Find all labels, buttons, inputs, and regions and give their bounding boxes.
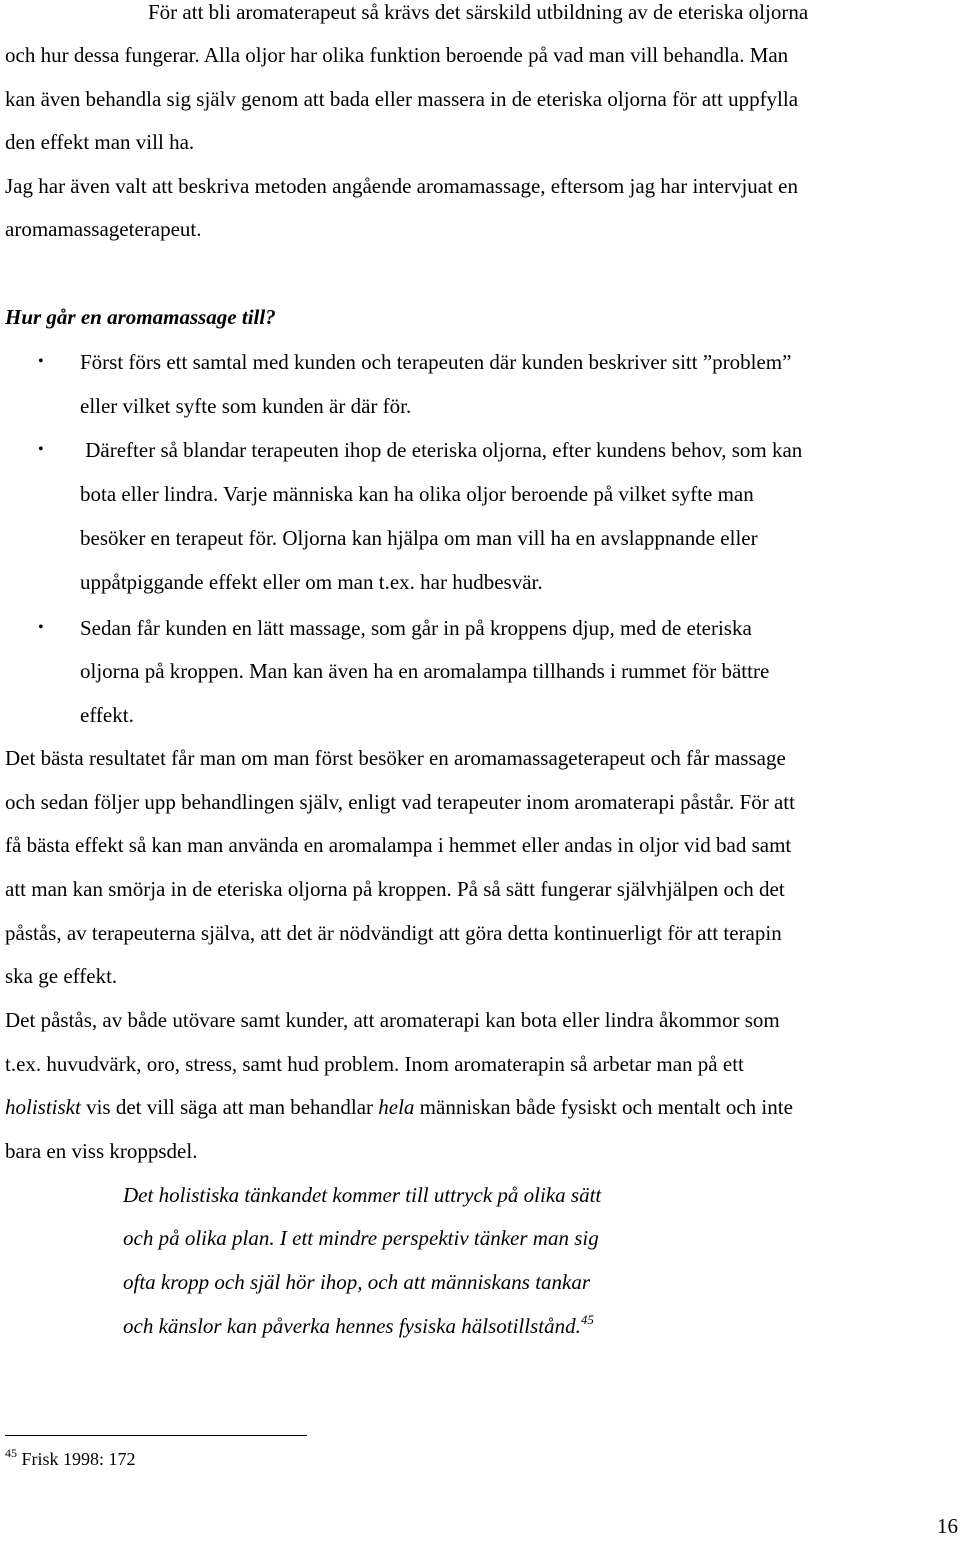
text-line: påstås, av terapeuterna själva, att det är nödvändigt att göra detta kontinuerligt för att terapin	[5, 921, 782, 945]
text-line: oljorna på kroppen. Man kan även ha en aromalampa tillhands i rummet för bättre	[80, 659, 770, 683]
text-span: vis det vill säga att man behandlar	[80, 1095, 379, 1119]
footnote-reference[interactable]: 45	[580, 1312, 594, 1327]
text-line: bara en viss kroppsdel.	[5, 1139, 198, 1163]
text-line: kan även behandla sig själv genom att bada eller massera in de eteriska oljorna för att uppfylla	[5, 87, 799, 111]
text-line: Därefter så blandar terapeuten ihop de eteriska oljorna, efter kundens behov, som kan	[80, 438, 803, 462]
text-line: Jag har även valt att beskriva metoden angående aromamassage, eftersom jag har intervjuat en	[5, 174, 799, 198]
quote-line	[123, 1304, 594, 1348]
text-line: Det bästa resultatet får man om man först besöker en aromamassageterapeut och får massage	[5, 746, 786, 770]
bullet-icon: •	[38, 441, 44, 458]
text-line: effekt.	[80, 703, 134, 727]
emphasis-holistic: holistiskt	[5, 1095, 81, 1119]
text-line: Det påstås, av både utövare samt kunder, att aromaterapi kan bota eller lindra åkommor som	[5, 1008, 780, 1032]
page-number: 16	[937, 1514, 958, 1538]
text-line: och hur dessa fungerar. Alla oljor har olika funktion beroende på vad man vill behandla. Man	[5, 43, 789, 67]
text-line: uppåtpiggande effekt eller om man t.ex. har hudbesvär.	[80, 570, 543, 594]
quote-line: och på olika plan. I ett mindre perspektiv tänker man sig	[123, 1226, 599, 1250]
footnote-divider	[5, 1435, 307, 1436]
text-line: få bästa effekt så kan man använda en aromalampa i hemmet eller andas in oljor vid bad samt	[5, 833, 792, 857]
text-line: bota eller lindra. Varje människa kan ha olika oljor beroende på vilket syfte man	[80, 482, 754, 506]
text-span: människan både fysiskt och mentalt och inte	[414, 1095, 793, 1119]
quote-text: och känslor kan påverka hennes fysiska hälsotillstånd.	[123, 1314, 581, 1338]
text-line: Sedan får kunden en lätt massage, som går in på kroppens djup, med de eteriska	[80, 616, 752, 640]
section-heading: Hur går en aromamassage till?	[5, 305, 276, 329]
bullet-icon: •	[38, 619, 44, 636]
text-line: För att bli aromaterapeut så krävs det särskild utbildning av de eteriska oljorna	[148, 0, 809, 24]
text-line: och sedan följer upp behandlingen själv, enligt vad terapeuter inom aromaterapi påstår. För att	[5, 790, 795, 814]
footnote-number: 45	[5, 1446, 17, 1460]
text-line: besöker en terapeut för. Oljorna kan hjälpa om man vill ha en avslappnande eller	[80, 526, 758, 550]
text-line: att man kan smörja in de eteriska oljorna på kroppen. På så sätt fungerar självhjälpen och det	[5, 877, 785, 901]
text-line: ska ge effekt.	[5, 964, 118, 988]
text-line: den effekt man vill ha.	[5, 130, 195, 154]
footnote	[5, 1441, 136, 1477]
text-line	[5, 1085, 793, 1129]
text-line: aromamassageterapeut.	[5, 217, 202, 241]
footnote-text: Frisk 1998: 172	[17, 1449, 136, 1469]
quote-line: ofta kropp och själ hör ihop, och att människans tankar	[123, 1270, 591, 1294]
emphasis-whole: hela	[378, 1095, 415, 1119]
text-line: eller vilket syfte som kunden är där för.	[80, 394, 412, 418]
text-line: t.ex. huvudvärk, oro, stress, samt hud problem. Inom aromaterapin så arbetar man på ett	[5, 1052, 744, 1076]
bullet-icon: •	[38, 353, 44, 370]
text-line: Först förs ett samtal med kunden och terapeuten där kunden beskriver sitt ”problem”	[80, 350, 792, 374]
quote-line: Det holistiska tänkandet kommer till uttryck på olika sätt	[123, 1183, 602, 1207]
